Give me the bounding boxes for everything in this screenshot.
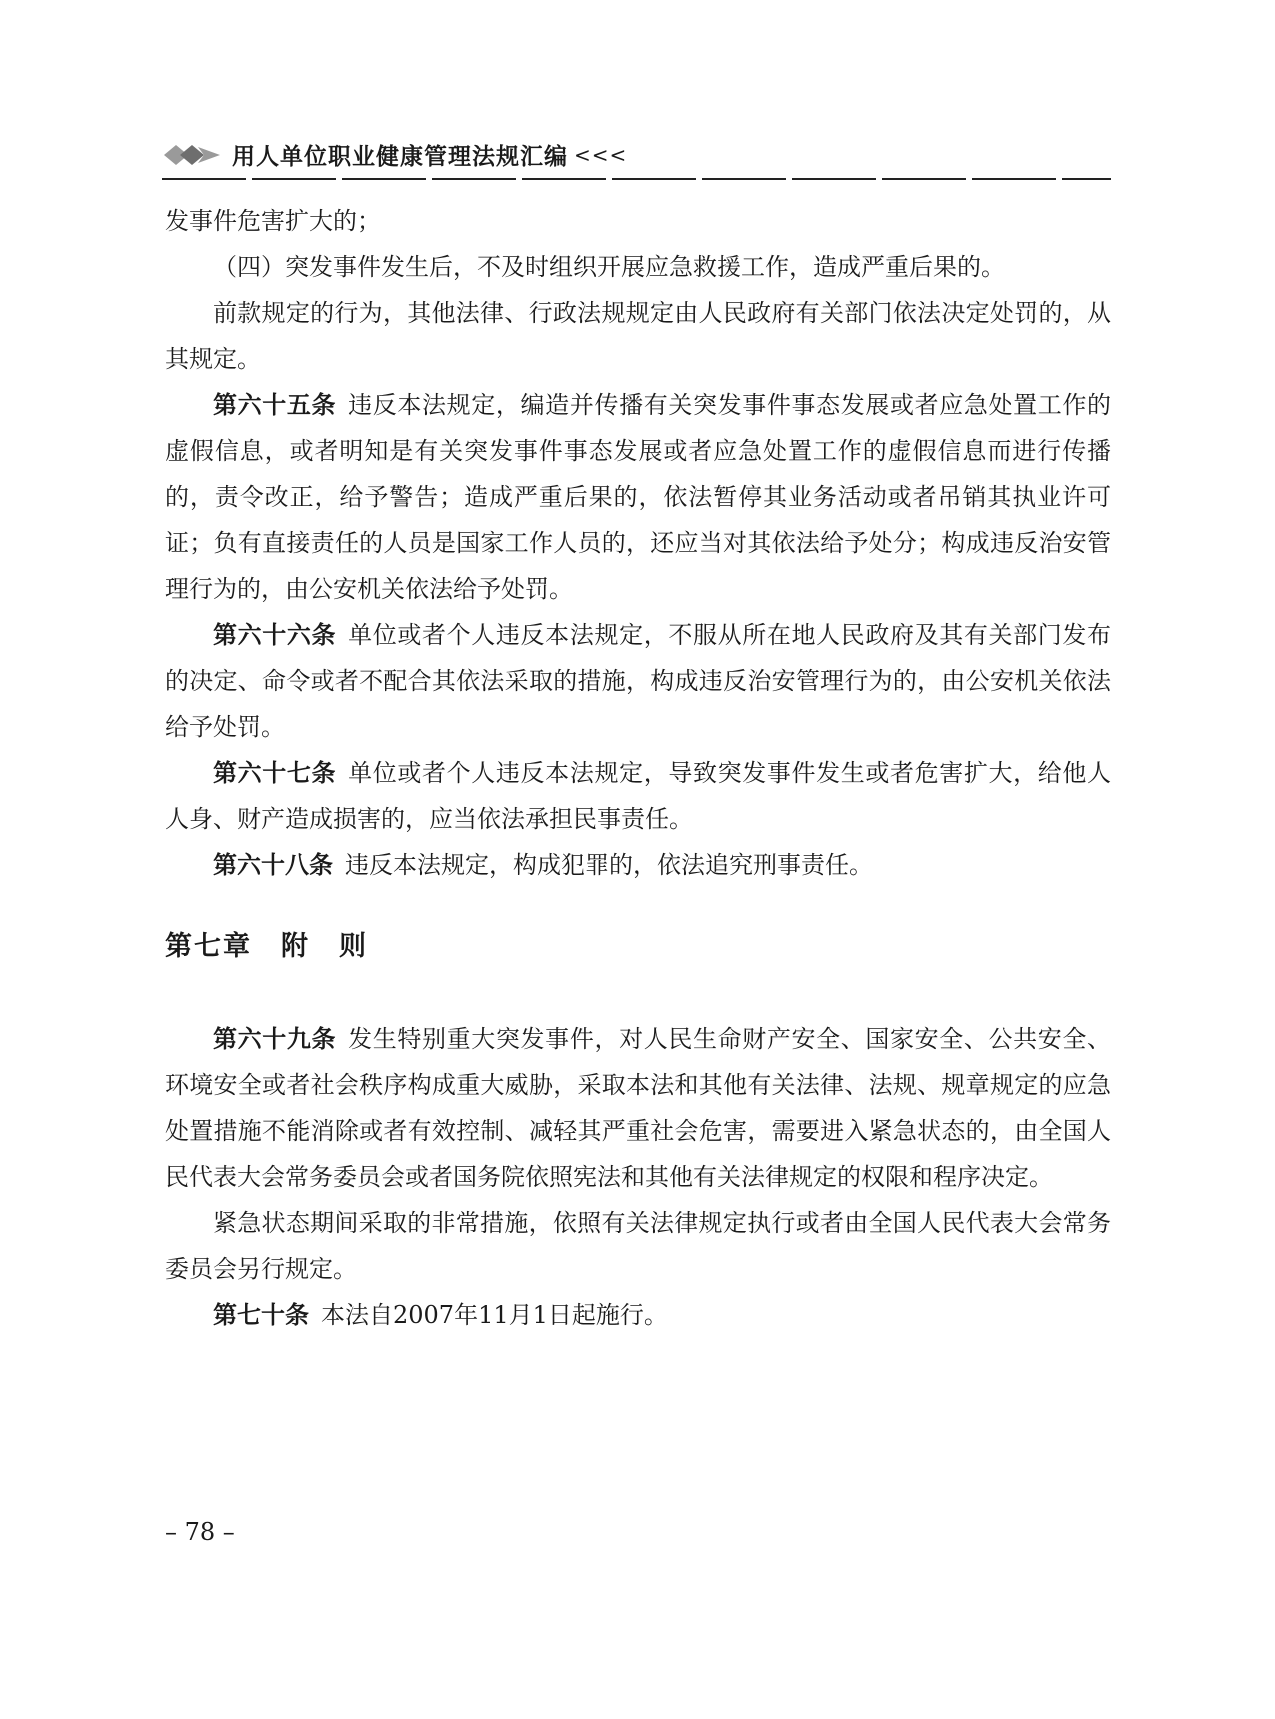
article-text: 违反本法规定，编造并传播有关突发事件事态发展或者应急处置工作的虚假信息，或者明知是有关突发事件事态发展或者应急处置工作的虚假信息而进行传播的，责令改正，给予警告；造成严重后果的，依法暂停其业务活动或者吊销其执业许可证；负有直接责任的人员是国家工作人员的，还应当对其依法给予处分；构成违反治安管理行为的，由公安机关依法给予处罚。 bbox=[165, 391, 1112, 603]
article-text: 单位或者个人违反本法规定，导致突发事件发生或者危害扩大，给他人人身、财产造成损害的，应当依法承担民事责任。 bbox=[165, 759, 1112, 833]
article-67 bbox=[165, 750, 1111, 842]
article-70 bbox=[165, 1292, 1111, 1338]
article-label: 第六十七条 bbox=[213, 759, 337, 787]
page-number: – 78 – bbox=[165, 1518, 235, 1546]
paragraph-emergency-measures: 紧急状态期间采取的非常措施，依照有关法律规定执行或者由全国人民代表大会常务委员会另行规定。 bbox=[165, 1209, 1111, 1283]
body-text bbox=[165, 198, 1111, 1338]
article-label: 第六十六条 bbox=[213, 621, 337, 649]
article-text: 违反本法规定，构成犯罪的，依法追究刑事责任。 bbox=[345, 851, 873, 879]
paragraph-former-clause: 前款规定的行为，其他法律、行政法规规定由人民政府有关部门依法决定处罚的，从其规定。 bbox=[165, 299, 1111, 373]
book-title: 用人单位职业健康管理法规汇编 bbox=[232, 144, 568, 170]
article-label: 第六十八条 bbox=[213, 851, 333, 879]
running-header bbox=[162, 138, 627, 171]
article-label: 第七十条 bbox=[213, 1301, 309, 1329]
article-69 bbox=[165, 1016, 1111, 1200]
paragraph-item-4: （四）突发事件发生后，不及时组织开展应急救援工作，造成严重后果的。 bbox=[213, 253, 1005, 281]
article-label: 第六十五条 bbox=[213, 391, 337, 419]
chapter-title: 第七章 附 则 bbox=[165, 931, 368, 962]
header-chevrons: <<< bbox=[574, 142, 628, 167]
article-label: 第六十九条 bbox=[213, 1025, 337, 1053]
header-rule bbox=[162, 178, 1111, 180]
article-66 bbox=[165, 612, 1111, 750]
article-text: 发生特别重大突发事件，对人民生命财产安全、国家安全、公共安全、环境安全或者社会秩序构成重大威胁，采取本法和其他有关法律、法规、规章规定的应急处置措施不能消除或者有效控制、减轻其严重社会危害，需要进入紧急状态的，由全国人民代表大会常务委员会或者国务院依照宪法和其他有关法律规定的权限和程序决定。 bbox=[165, 1025, 1112, 1191]
double-diamond-arrow-icon bbox=[162, 142, 222, 168]
article-65 bbox=[165, 382, 1111, 612]
paragraph-continuation: 发事件危害扩大的； bbox=[165, 207, 381, 235]
article-68 bbox=[165, 842, 1111, 888]
article-text: 本法自2007年11月1日起施行。 bbox=[321, 1301, 668, 1329]
article-text: 单位或者个人违反本法规定，不服从所在地人民政府及其有关部门发布的决定、命令或者不配合其依法采取的措施，构成违反治安管理行为的，由公安机关依法给予处罚。 bbox=[165, 621, 1112, 741]
